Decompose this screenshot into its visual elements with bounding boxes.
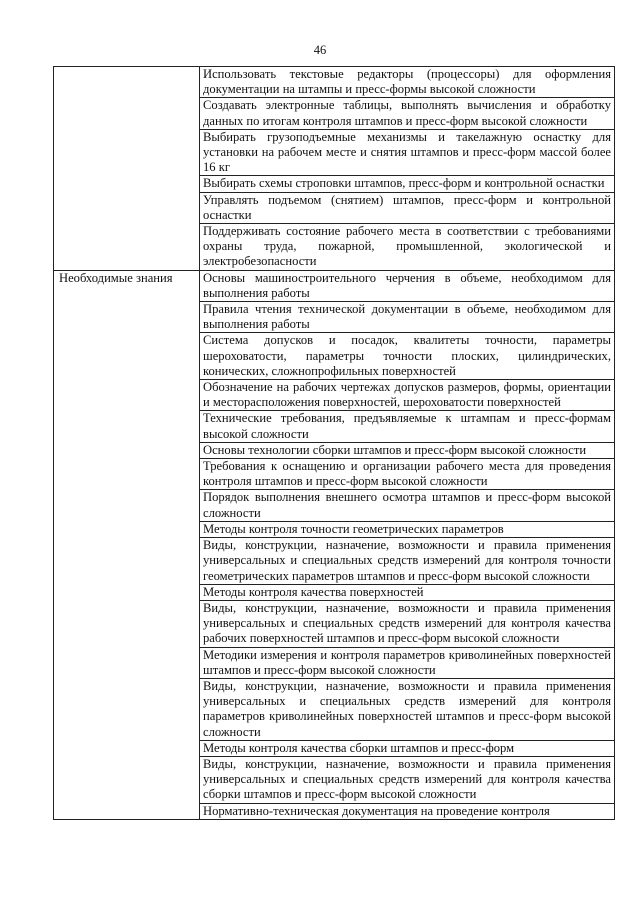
row-group-label: Необходимые знания (54, 270, 200, 819)
requirement-text: Виды, конструкции, назначение, возможности и правила применения универсальных и специальных средств измерений для контроля параметров криволинейных поверхностей штампов и пресс-форм высокой сложности (200, 678, 615, 740)
requirement-text: Использовать текстовые редакторы (процессоры) для оформления документации на штампы и пресс-формы высокой сложности (200, 67, 615, 98)
requirement-text: Виды, конструкции, назначение, возможности и правила применения универсальных и специальных средств измерений для контроля качества рабочих поверхностей штампов и пресс-форм высокой сложности (200, 600, 615, 647)
requirement-text: Управлять подъемом (снятием) штампов, пресс-форм и контрольной оснастки (200, 192, 615, 223)
requirement-text: Методы контроля качества сборки штампов и пресс-форм (200, 740, 615, 756)
requirement-text: Нормативно-техническая документация на проведение контроля (200, 803, 615, 819)
page-number: 46 (313, 43, 327, 57)
requirement-text: Выбирать грузоподъемные механизмы и такелажную оснастку для установки на рабочем месте и снятия штампов и пресс-форм массой более 16 кг (200, 129, 615, 176)
requirement-text: Основы машиностроительного черчения в объеме, необходимом для выполнения работы (200, 270, 615, 301)
requirement-text: Методы контроля точности геометрических параметров (200, 521, 615, 537)
requirement-text: Правила чтения технической документации в объеме, необходимом для выполнения работы (200, 302, 615, 333)
requirement-text: Поддерживать состояние рабочего места в соответствии с требованиями охраны труда, пожарной, промышленной, экологической и электробезопасности (200, 224, 615, 271)
requirement-text: Система допусков и посадок, квалитеты точности, параметры шероховатости, параметры точности плоских, цилиндрических, конических, сложнопрофильных поверхностей (200, 333, 615, 380)
requirement-text: Требования к оснащению и организации рабочего места для проведения контроля штампов и пресс-форм высокой сложности (200, 459, 615, 490)
table-row (54, 270, 615, 301)
row-group-label (54, 67, 200, 271)
requirement-text: Методы контроля качества поверхностей (200, 584, 615, 600)
table-body (54, 67, 615, 820)
requirement-text: Основы технологии сборки штампов и пресс-форм высокой сложности (200, 442, 615, 458)
table-row (54, 67, 615, 98)
requirement-text: Порядок выполнения внешнего осмотра штампов и пресс-форм высокой сложности (200, 490, 615, 521)
requirement-text: Виды, конструкции, назначение, возможности и правила применения универсальных и специальных средств измерений для контроля точности геометрических параметров штампов и пресс-форм высокой сложности (200, 538, 615, 585)
requirement-text: Виды, конструкции, назначение, возможности и правила применения универсальных и специальных средств измерений для контроля качества сборки штампов и пресс-форм высокой сложности (200, 756, 615, 803)
requirement-text: Обозначение на рабочих чертежах допусков размеров, формы, ориентации и месторасположения поверхностей, шероховатости поверхностей (200, 380, 615, 411)
requirement-text: Выбирать схемы строповки штампов, пресс-форм и контрольной оснастки (200, 176, 615, 192)
requirement-text: Методики измерения и контроля параметров криволинейных поверхностей штампов и пресс-форм высокой сложности (200, 647, 615, 678)
requirement-text: Технические требования, предъявляемые к штампам и пресс-формам высокой сложности (200, 411, 615, 442)
requirements-table (53, 66, 615, 820)
requirement-text: Создавать электронные таблицы, выполнять вычисления и обработку данных по итогам контроля штампов и пресс-форм высокой сложности (200, 98, 615, 129)
